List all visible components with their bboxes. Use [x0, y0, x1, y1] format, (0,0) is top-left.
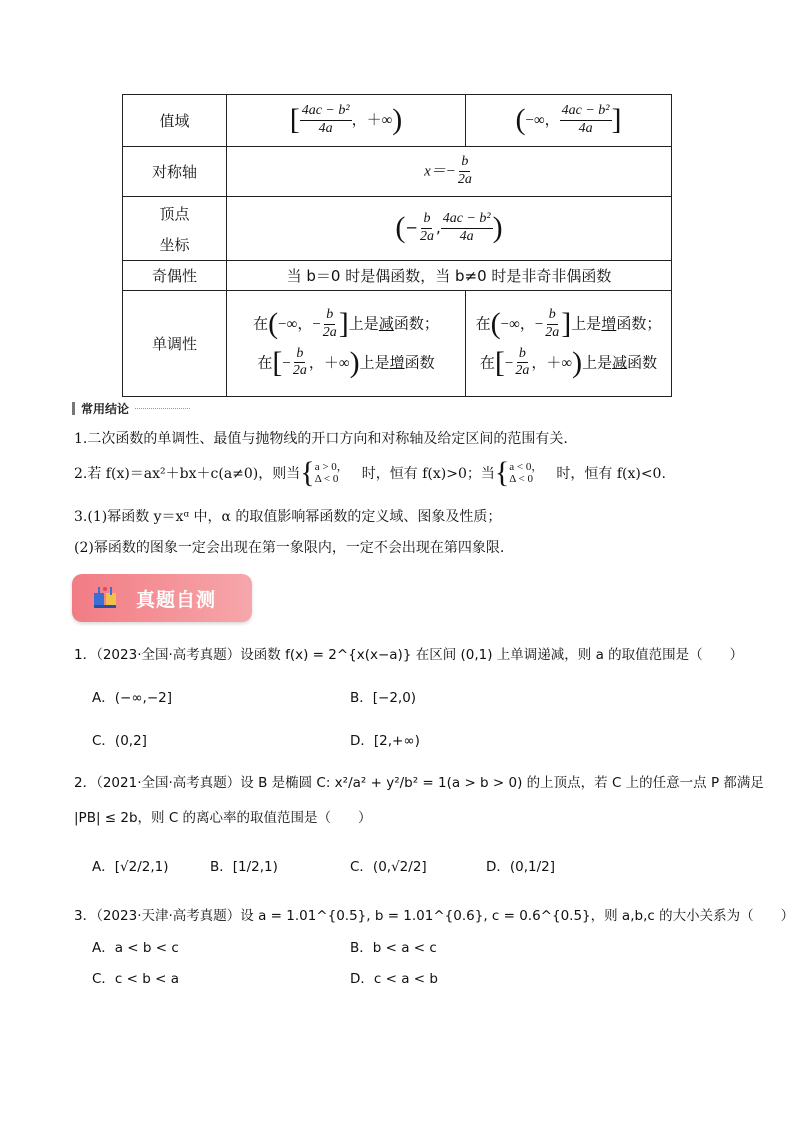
range-right-cell: (−∞， $\frac{\text{4ac − b²}}{4a}$ ] [466, 95, 672, 147]
section-heading [72, 400, 190, 417]
properties-table [122, 94, 672, 397]
q1-option-b[interactable]: B．[−2,0) [350, 690, 417, 706]
axis-label: 对称轴 [123, 147, 227, 197]
conclusion-2: 2.若 f(x)＝ax²＋bx＋c(a≠0)，则当 { a > 0， Δ < 0 时，恒有 f(x)>0；当 { a < 0， Δ < 0 时，恒有 f(x)<0. [74, 456, 666, 489]
q1-option-d[interactable]: D．[2,+∞) [350, 733, 420, 749]
q3-option-d[interactable]: D．c < a < b [350, 971, 438, 987]
q1-option-c[interactable]: C．(0,2] [92, 733, 147, 749]
range-left-cell: [ $\frac{\text{4ac − b²}}{4a}$ ，＋∞) [227, 95, 466, 147]
conclusion-4: (2)幂函数的图象一定会出现在第一象限内，一定不会出现在第四象限. [74, 540, 505, 556]
q3-option-c[interactable]: C．c < b < a [92, 971, 179, 987]
q3-option-b[interactable]: B．b < a < c [350, 940, 437, 956]
book-icon [92, 585, 118, 611]
monotonic-label: 单调性 [123, 291, 227, 397]
question-2-stem-line-2: |PB| ≤ 2b，则 C 的离心率的取值范围是（ ） [74, 810, 372, 826]
q2-option-a[interactable]: A．[√2/2,1) [92, 859, 169, 875]
vertex-label: 顶点 坐标 [123, 197, 227, 261]
vertex-cell: (− $\frac{b}{2a}$ , $\frac{\text{4ac − b²}}{4a}$ ) [227, 197, 672, 261]
q1-option-a[interactable]: A．(−∞,−2] [92, 690, 173, 706]
axis-cell: x＝− $\frac{b}{2a}$ [227, 147, 672, 197]
question-2-stem-line-1: 2．（2021·全国·高考真题）设 B 是椭圆 C: x²/a² + y²/b² = 1(a > b > 0) 的上顶点，若 C 上的任意一点 P 都满足 [74, 775, 764, 791]
question-3-stem: 3．（2023·天津·高考真题）设 a = 1.01^{0.5}, b = 1.01^{0.6}, c = 0.6^{0.5}，则 a,b,c 的大小关系为（ ） [74, 908, 794, 924]
question-1-stem: 1．（2023·全国·高考真题）设函数 f(x) = 2^{x(x−a)} 在区间 (0,1) 上单调递减，则 a 的取值范围是（ ） [74, 647, 744, 663]
q2-option-c[interactable]: C．(0,√2/2] [350, 859, 427, 875]
heading-text: 常用结论 [81, 402, 130, 416]
section-banner [72, 574, 252, 622]
heading-dots [135, 408, 190, 409]
banner-title: 真题自测 [136, 588, 217, 611]
q2-option-b[interactable]: B．[1/2,1) [210, 859, 278, 875]
q3-option-a[interactable]: A．a < b < c [92, 940, 179, 956]
monotonic-right-cell: 在(−∞，− $\frac{b}{2a}$ ]上是增函数； 在[− $\frac{b}{2a}$ ，＋∞)上是减函数 [466, 291, 672, 397]
parity-label: 奇偶性 [123, 261, 227, 291]
range-label: 值域 [123, 95, 227, 147]
parity-cell: 当 b＝0 时是偶函数，当 b≠0 时是非奇非偶函数 [227, 261, 672, 291]
conclusion-3: 3.(1)幂函数 y＝xᵅ 中，α 的取值影响幂函数的定义域、图象及性质； [74, 509, 502, 525]
q2-option-d[interactable]: D．(0,1/2] [486, 859, 556, 875]
conclusion-1: 1.二次函数的单调性、最值与抛物线的开口方向和对称轴及给定区间的范围有关. [74, 431, 568, 447]
heading-bar [72, 402, 75, 415]
monotonic-left-cell: 在(−∞，− $\frac{b}{2a}$ ]上是减函数； 在[− $\frac{b}{2a}$ ，＋∞)上是增函数 [227, 291, 466, 397]
